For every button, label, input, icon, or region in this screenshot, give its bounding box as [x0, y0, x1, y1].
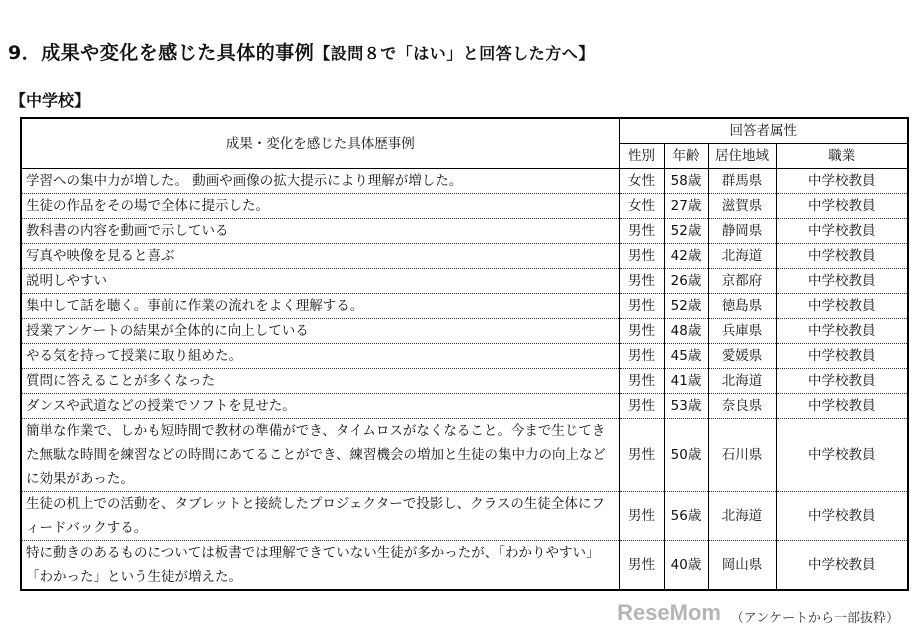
section-heading: 【中学校】: [10, 91, 91, 110]
source-note: （アンケートから一部抜粋）: [730, 611, 899, 626]
gender-cell: 男性: [619, 369, 664, 394]
table-row: [21, 394, 908, 419]
job-cell: 中学校教員: [776, 269, 908, 294]
gender-cell: 男性: [619, 541, 664, 591]
case-text: 写真や映像を見ると喜ぶ: [21, 244, 619, 269]
job-cell: 中学校教員: [776, 419, 908, 492]
age-cell: 58歳: [664, 169, 708, 194]
gender-cell: 女性: [619, 194, 664, 219]
region-cell: 北海道: [708, 492, 776, 541]
age-cell: 53歳: [664, 394, 708, 419]
table-row: [21, 219, 908, 244]
gender-cell: 男性: [619, 219, 664, 244]
region-cell: 兵庫県: [708, 319, 776, 344]
job-cell: 中学校教員: [776, 169, 908, 194]
case-text: 生徒の作品をその場で全体に提示した。: [21, 194, 619, 219]
region-cell: 北海道: [708, 244, 776, 269]
age-cell: 52歳: [664, 219, 708, 244]
gender-cell: 男性: [619, 244, 664, 269]
table-row: [21, 244, 908, 269]
job-cell: 中学校教員: [776, 294, 908, 319]
region-cell: 愛媛県: [708, 344, 776, 369]
case-text: やる気を持って授業に取り組めた。: [21, 344, 619, 369]
table-row: [21, 194, 908, 219]
gender-cell: 男性: [619, 492, 664, 541]
case-text: 質問に答えることが多くなった: [21, 369, 619, 394]
header-region: 居住地域: [708, 144, 776, 169]
region-cell: 静岡県: [708, 219, 776, 244]
job-cell: 中学校教員: [776, 344, 908, 369]
age-cell: 50歳: [664, 419, 708, 492]
age-cell: 40歳: [664, 541, 708, 591]
case-text: 集中して話を聴く。事前に作業の流れをよく理解する。: [21, 294, 619, 319]
gender-cell: 男性: [619, 319, 664, 344]
gender-cell: 男性: [619, 419, 664, 492]
region-cell: 奈良県: [708, 394, 776, 419]
cases-table: [20, 117, 909, 591]
age-cell: 45歳: [664, 344, 708, 369]
case-text: 説明しやすい: [21, 269, 619, 294]
table-row: [21, 541, 908, 591]
region-cell: 岡山県: [708, 541, 776, 591]
region-cell: 石川県: [708, 419, 776, 492]
table-row: [21, 419, 908, 492]
job-cell: 中学校教員: [776, 394, 908, 419]
table-row: [21, 169, 908, 194]
case-text: 授業アンケートの結果が全体的に向上している: [21, 319, 619, 344]
title-sub: 【設問８で「はい」と回答した方へ】: [314, 44, 595, 63]
header-age: 年齢: [664, 144, 708, 169]
header-attributes: 回答者属性: [619, 118, 908, 144]
header-gender: 性別: [619, 144, 664, 169]
age-cell: 48歳: [664, 319, 708, 344]
job-cell: 中学校教員: [776, 492, 908, 541]
age-cell: 27歳: [664, 194, 708, 219]
case-text: 学習への集中力が増した。 動画や画像の拡大提示により理解が増した。: [21, 169, 619, 194]
gender-cell: 男性: [619, 394, 664, 419]
region-cell: 京都府: [708, 269, 776, 294]
job-cell: 中学校教員: [776, 319, 908, 344]
page-title: [8, 38, 595, 65]
job-cell: 中学校教員: [776, 219, 908, 244]
age-cell: 56歳: [664, 492, 708, 541]
region-cell: 徳島県: [708, 294, 776, 319]
gender-cell: 男性: [619, 344, 664, 369]
title-main: 9．成果や変化を感じた具体的事例: [8, 42, 315, 64]
header-job: 職業: [776, 144, 908, 169]
table-row: [21, 492, 908, 541]
case-text: 生徒の机上での活動を、タブレットと接続したプロジェクターで投影し、クラスの生徒全体にフィードバックする。: [21, 492, 619, 541]
resemom-watermark: ReseMom: [617, 600, 721, 625]
table-row: [21, 369, 908, 394]
age-cell: 26歳: [664, 269, 708, 294]
table-row: [21, 344, 908, 369]
case-text: 特に動きのあるものについては板書では理解できていない生徒が多かったが、「わかりやすい」「わかった」という生徒が増えた。: [21, 541, 619, 591]
header-case: 成果・変化を感じた具体歴事例: [21, 118, 619, 169]
table-row: [21, 319, 908, 344]
case-text: 簡単な作業で、しかも短時間で教材の準備ができ、タイムロスがなくなること。今まで生じてきた無駄な時間を練習などの時間にあてることができ、練習機会の増加と生徒の集中力の向上などに効果があった。: [21, 419, 619, 492]
region-cell: 北海道: [708, 369, 776, 394]
gender-cell: 男性: [619, 294, 664, 319]
region-cell: 群馬県: [708, 169, 776, 194]
age-cell: 41歳: [664, 369, 708, 394]
table-row: [21, 294, 908, 319]
case-text: 教科書の内容を動画で示している: [21, 219, 619, 244]
table-row: [21, 269, 908, 294]
job-cell: 中学校教員: [776, 244, 908, 269]
gender-cell: 男性: [619, 269, 664, 294]
age-cell: 52歳: [664, 294, 708, 319]
job-cell: 中学校教員: [776, 194, 908, 219]
age-cell: 42歳: [664, 244, 708, 269]
case-text: ダンスや武道などの授業でソフトを見せた。: [21, 394, 619, 419]
job-cell: 中学校教員: [776, 541, 908, 591]
job-cell: 中学校教員: [776, 369, 908, 394]
region-cell: 滋賀県: [708, 194, 776, 219]
gender-cell: 女性: [619, 169, 664, 194]
